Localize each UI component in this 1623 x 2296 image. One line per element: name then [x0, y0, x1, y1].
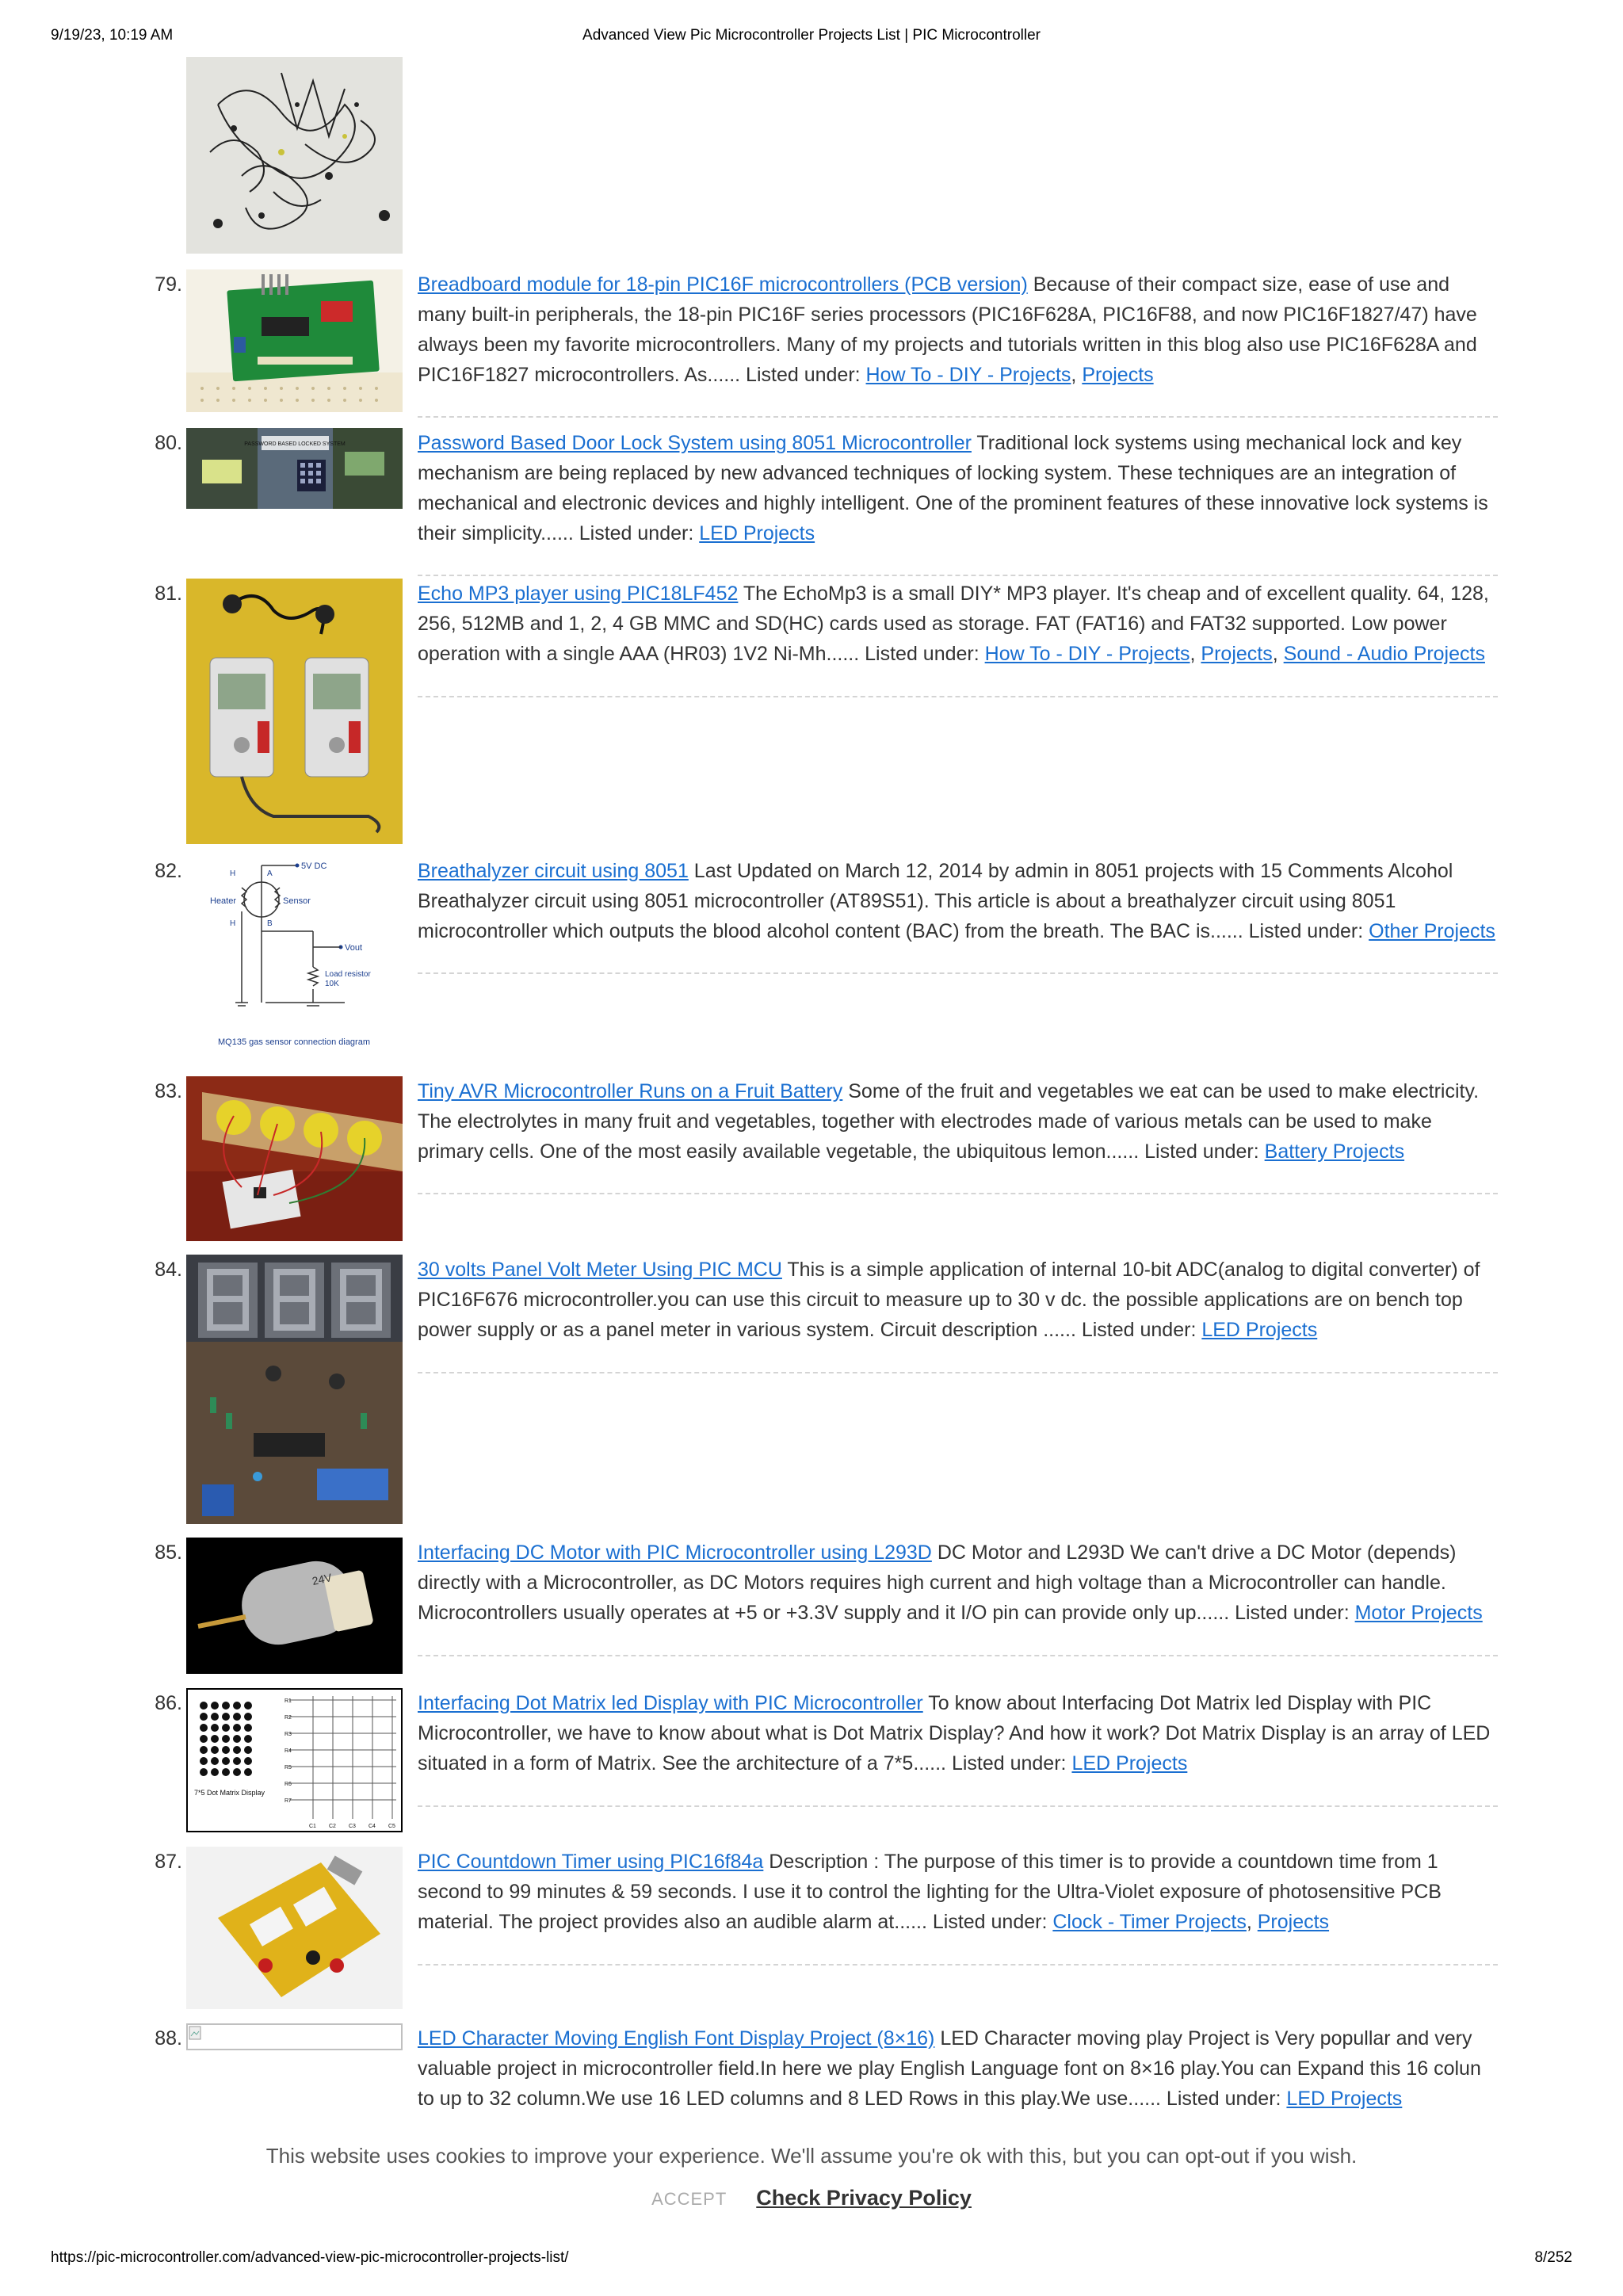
item-summary: Because of their compact size, ease of use and many built-in peripherals, the 18-pin PIC16F series processors (PIC16F628A, PIC16F88, and now PIC16F1827/47) have always been my favorite microcontrollers. Many of my projects and tutorials written in this blog also use PIC16F628A and PIC16F1827 microcontrollers. As...... Listed under: [418, 273, 1477, 386]
item-description [418, 856, 1498, 946]
item-thumbnail[interactable] [186, 1255, 403, 1524]
item-title-link[interactable]: Tiny AVR Microcontroller Runs on a Fruit Battery [418, 1080, 843, 1102]
print-page-number: 8/252 [1534, 2249, 1572, 2266]
svg-text:R2: R2 [285, 1715, 292, 1721]
list-item [151, 1688, 1498, 1835]
svg-text:R3: R3 [285, 1732, 292, 1737]
item-summary: Some of the fruit and vegetables we eat can be used to make electricity. The electrolytes in many fruit and vegetables, together with electrodes made of various metals can be used to make primary cells. One of the most easily available vegetable, the ubiquitous lemon...... Listed under: [418, 1080, 1480, 1163]
item-description [418, 428, 1498, 548]
diagram-a-label: A [267, 869, 273, 878]
item-thumbnail[interactable] [186, 1538, 403, 1674]
item-thumbnail-broken[interactable] [186, 2023, 403, 2050]
list-item [151, 2023, 1498, 2118]
print-datetime: 9/19/23, 10:19 AM [51, 27, 174, 44]
thumbnail-caption: PASSWORD BASED LOCKED SYSTEM [244, 441, 346, 447]
item-summary: The EchoMp3 is a small DIY* MP3 player. It's cheap and of excellent quality. 64, 128, 256, 512MB and 1, 2, 4 GB MMC and SD(HC) cards used as storage. FAT (FAT16) and FAT32 supported. Low power operation with a single AAA (HR03) 1V2 Ni-Mh...... Listed under: [418, 583, 1489, 665]
svg-text:C1: C1 [309, 1824, 316, 1829]
category-link[interactable]: LED Projects [1071, 1752, 1188, 1775]
item-thumbnail[interactable] [186, 1076, 403, 1241]
svg-text:C3: C3 [349, 1824, 356, 1829]
category-link[interactable]: Projects [1082, 364, 1154, 386]
print-header [51, 27, 1572, 51]
category-link[interactable]: Sound - Audio Projects [1283, 643, 1485, 665]
item-summary: Traditional lock systems using mechanical lock and key mechanism are being replaced by new advanced techniques of locking system. These techniques are an integration of mechanical and electronic devices and highly intelligent. One of the prominent features of these innovative lock systems is their simplicity...... Listed under: [418, 432, 1488, 544]
item-number: 80. [155, 432, 182, 454]
category-link[interactable]: How To - DIY - Projects [984, 643, 1190, 665]
category-link[interactable]: How To - DIY - Projects [865, 364, 1071, 386]
category-link[interactable]: Projects [1201, 643, 1273, 665]
separator [418, 575, 1498, 576]
separator [418, 1193, 1498, 1194]
list-item [151, 428, 1498, 544]
cookie-actions [0, 2186, 1623, 2210]
item-title-link[interactable]: 30 volts Panel Volt Meter Using PIC MCU [418, 1259, 782, 1281]
item-number: 83. [155, 1080, 182, 1102]
item-number: 88. [155, 2027, 182, 2050]
list-item [151, 856, 1498, 1050]
item-description: Breadboard module for 18-pin PIC16F microcontrollers (PCB version) Because of their compact size, ease of use and many built-in peripherals, the 18-pin PIC16F series processors (PIC16F628A, PIC16F88, and now PIC16F1827/47) have always been my favorite microcontrollers. Many of my projects and tutorials written in this blog also use PIC16F628A and PIC16F1827 microcontrollers. As...... Listed under: How To - DIY - Projects, Projects [418, 273, 1477, 386]
item-title-link[interactable]: Echo MP3 player using PIC18LF452 [418, 583, 739, 605]
accept-button[interactable]: ACCEPT [651, 2189, 727, 2209]
separator [418, 1805, 1498, 1807]
item-number: 79. [155, 273, 182, 296]
svg-text:C5: C5 [388, 1824, 395, 1829]
separator [418, 696, 1498, 697]
diagram-caption: MQ135 gas sensor connection diagram [218, 1037, 370, 1047]
item-number: 87. [155, 1851, 182, 1873]
list-item [151, 1076, 1498, 1241]
privacy-policy-link[interactable]: Check Privacy Policy [756, 2186, 972, 2210]
item-thumbnail[interactable] [186, 428, 403, 509]
item-title-link[interactable]: Interfacing Dot Matrix led Display with PIC Microcontroller [418, 1692, 923, 1714]
svg-text:R5: R5 [285, 1765, 292, 1771]
item-number: 84. [155, 1259, 182, 1281]
category-link[interactable]: Clock - Timer Projects [1052, 1911, 1247, 1933]
item-title-link[interactable]: Password Based Door Lock System using 8051 Microcontroller [418, 432, 972, 454]
svg-text:R4: R4 [285, 1748, 292, 1754]
item-title-link[interactable]: LED Character Moving English Font Display Project (8×16) [418, 2027, 935, 2050]
item-summary: This is a simple application of internal 10-bit ADC(analog to digital converter) of PIC16F676 microcontroller.you can use this circuit to measure up to 30 v dc. the possible applications are on bench top power supply or as a panel meter in various system. Circuit description ...... Listed under: [418, 1259, 1480, 1341]
item-description: Echo MP3 player using PIC18LF452 The EchoMp3 is a small DIY* MP3 player. It's cheap and of excellent quality. 64, 128, 256, 512MB and 1, 2, 4 GB MMC and SD(HC) cards used as storage. FAT (FAT16) and FAT32 supported. Low power operation with a single AAA (HR03) 1V2 Ni-Mh...... Listed under: How To - DIY - Projects, Projects, Sound - Audio Projects [418, 583, 1489, 665]
item-title-link[interactable]: Interfacing DC Motor with PIC Microcontroller using L293D [418, 1541, 932, 1564]
print-footer [51, 2249, 1572, 2273]
diagram-heater-label: Heater [210, 896, 237, 906]
separator [418, 1372, 1498, 1373]
item-number: 81. [155, 583, 182, 605]
diagram-vout-label: Vout [345, 943, 363, 953]
thumbnail-caption: 7*5 Dot Matrix Display [194, 1789, 265, 1797]
category-link[interactable]: Motor Projects [1354, 1602, 1483, 1624]
previous-item-thumbnail[interactable] [186, 57, 403, 254]
diagram-load-label: Load resistor [325, 970, 371, 979]
list-item [151, 1538, 1498, 1674]
diagram-vcc-label: 5V DC [301, 861, 327, 871]
item-thumbnail[interactable] [186, 579, 403, 844]
item-title-link[interactable]: Breadboard module for 18-pin PIC16F microcontrollers (PCB version) [418, 273, 1028, 296]
cookie-message: This website uses cookies to improve your experience. We'll assume you're ok with this, but you can opt-out if you wish. [265, 2144, 1358, 2168]
item-thumbnail[interactable] [186, 1847, 403, 2009]
cookie-consent-bar [0, 2132, 1623, 2235]
category-link[interactable]: Other Projects [1369, 920, 1495, 942]
item-summary: LED Character moving play Project is Very popullar and very valuable project in microcontroller field.In here we play English Language font on 8×16 play.You can Expand this 16 colun to up to 32 column.We use 16 LED columns and 8 LED Rows in this play.We use...... Listed under: [418, 2027, 1481, 2110]
item-title-link[interactable]: PIC Countdown Timer using PIC16f84a [418, 1851, 764, 1873]
list-item [151, 1847, 1498, 2009]
item-summary: DC Motor and L293D We can't drive a DC Motor (depends) directly with a Microcontroller, as DC Motors requires high current and high voltage than a Microcontroller can handle. Microcontrollers usually operates at +5 or +3.3V supply and it I/O pin can provide only up...... Listed under: [418, 1541, 1457, 1624]
category-link[interactable]: Battery Projects [1264, 1140, 1405, 1163]
svg-text:R6: R6 [285, 1782, 292, 1787]
item-description [418, 1076, 1498, 1167]
broken-image-icon [189, 2027, 200, 2039]
svg-text:C4: C4 [369, 1824, 376, 1829]
svg-text:24V: 24V [311, 1571, 334, 1587]
diagram-h-label: H [230, 919, 236, 928]
svg-text:R7: R7 [285, 1798, 292, 1804]
svg-text:R1: R1 [285, 1698, 292, 1704]
item-description [418, 1688, 1498, 1778]
separator [418, 416, 1498, 418]
category-link[interactable]: LED Projects [1286, 2088, 1403, 2110]
diagram-h-label: H [230, 869, 236, 878]
separator [418, 1964, 1498, 1966]
print-page-title: Advanced View Pic Microcontroller Projects List | PIC Microcontroller [582, 27, 1041, 44]
category-link[interactable]: LED Projects [1201, 1319, 1318, 1341]
separator [418, 1655, 1498, 1656]
item-summary: Description : The purpose of this timer is to provide a countdown time from 1 second to 99 minutes & 59 seconds. I use it to control the lighting for the Ultra-Violet exposure of photosensitive PCB material. The project provides also an audible alarm at...... Listed under: [418, 1851, 1442, 1933]
separator [418, 972, 1498, 974]
svg-text:C2: C2 [329, 1824, 336, 1829]
print-url: https://pic-microcontroller.com/advanced-view-pic-microcontroller-projects-list/ [51, 2249, 569, 2266]
item-description [418, 1255, 1498, 1345]
item-thumbnail[interactable] [186, 856, 403, 1050]
item-description [418, 2023, 1498, 2114]
list-item [151, 269, 1498, 412]
item-summary: To know about Interfacing Dot Matrix led Display with PIC Microcontroller, we have to know about what is Dot Matrix Display? And how it work? Dot Matrix Display is an array of LED situated in a form of Matrix. See the architecture of a 7*5...... Listed under: [418, 1692, 1491, 1775]
item-description [418, 1538, 1498, 1628]
item-number: 86. [155, 1692, 182, 1714]
item-summary: Last Updated on March 12, 2014 by admin in 8051 projects with 15 Comments Alcohol Breathalyzer circuit using 8051 microcontroller (AT89S51). This article is about a breathalyzer circuit using 8051 microcontroller which outputs the blood alcohol content (BAC) from the breath. The BAC is...... Listed under: [418, 860, 1453, 942]
item-number: 82. [155, 860, 182, 882]
item-description: PIC Countdown Timer using PIC16f84a Description : The purpose of this timer is to provide a countdown time from 1 second to 99 minutes & 59 seconds. I use it to control the lighting for the Ultra-Violet exposure of photosensitive PCB material. The project provides also an audible alarm at...... Listed under: Clock - Timer Projects, Projects [418, 1851, 1442, 1933]
item-number: 85. [155, 1541, 182, 1564]
list-item [151, 1255, 1498, 1524]
category-link[interactable]: Projects [1257, 1911, 1330, 1933]
diagram-b-label: B [267, 919, 273, 928]
list-item [151, 579, 1498, 844]
item-thumbnail[interactable] [186, 1688, 403, 1832]
item-thumbnail[interactable] [186, 269, 403, 412]
diagram-sensor-label: Sensor [283, 896, 311, 906]
category-link[interactable]: LED Projects [699, 522, 815, 544]
item-title-link[interactable]: Breathalyzer circuit using 8051 [418, 860, 689, 882]
diagram-load-value: 10K [325, 980, 339, 988]
